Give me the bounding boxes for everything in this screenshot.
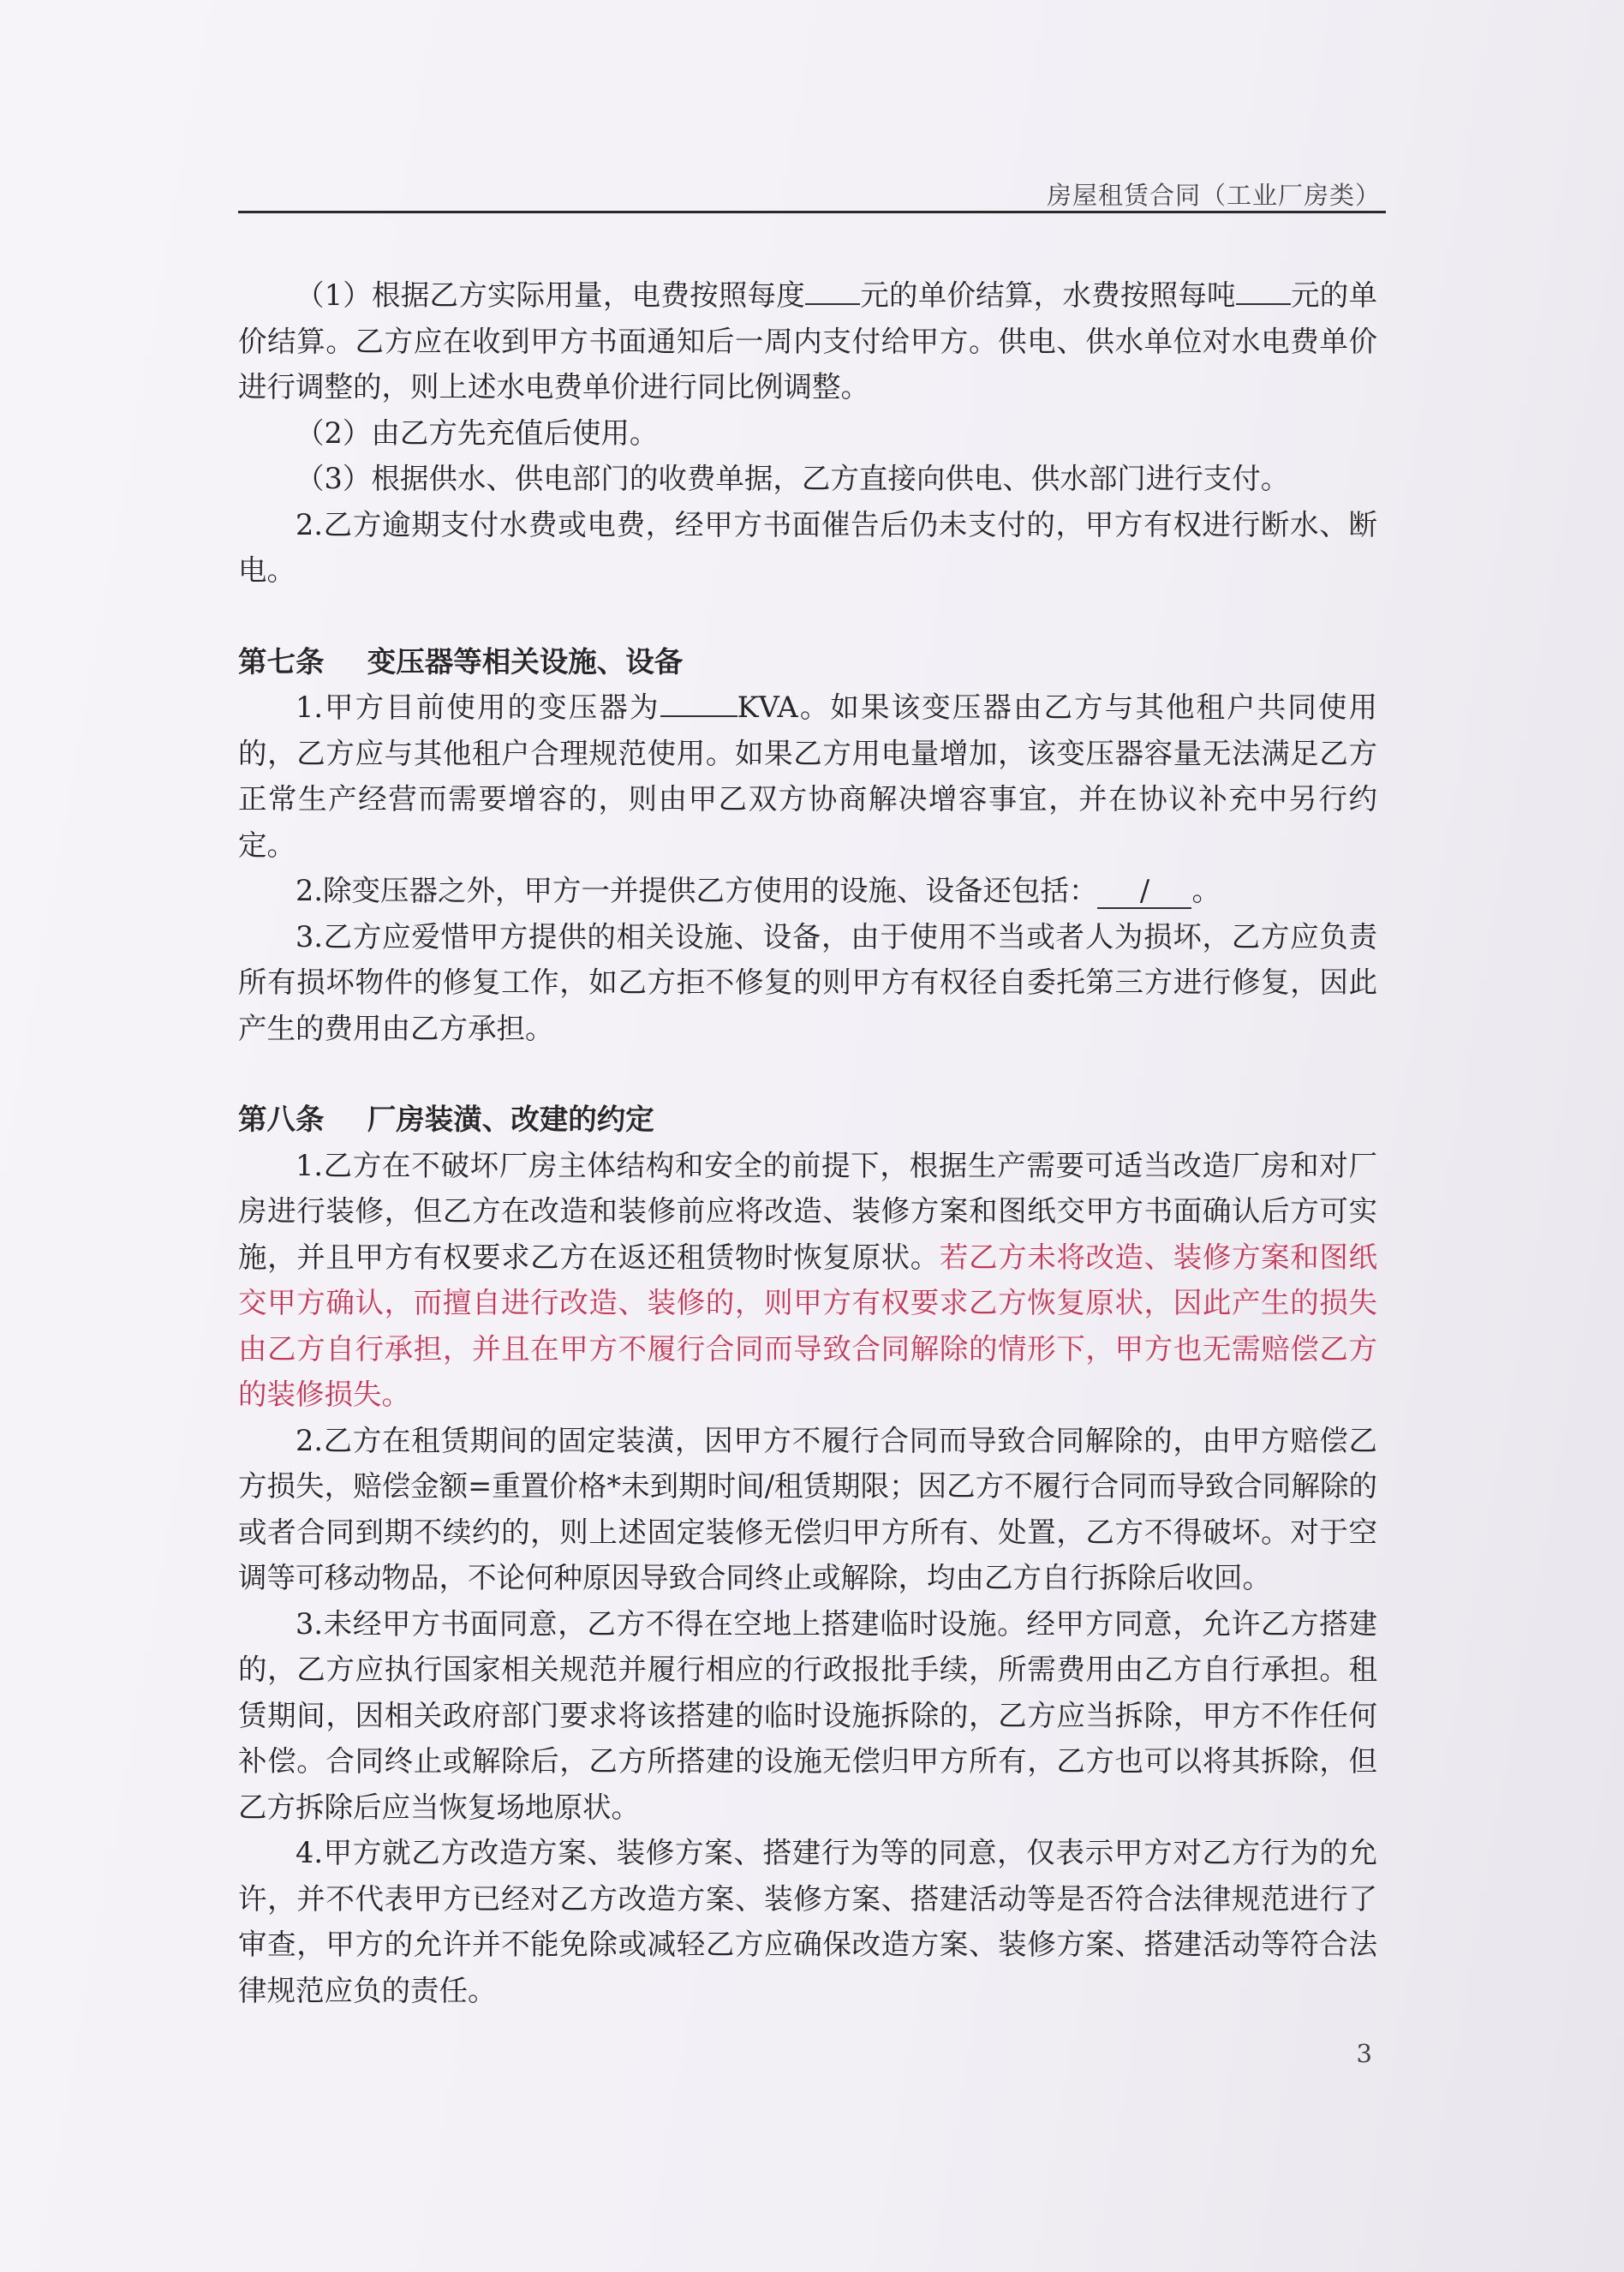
article-8-clause-1-text: 1.乙方在不破坏厂房主体结构和安全的前提下，根据生产需要可适当改造厂房和对厂房进行装修，但乙方在改造和装修前应将改造、装修方案和图纸交甲方书面确认后方可实施，并且甲方有权要求乙方在返还租赁物时恢复原状。 [238,1148,1377,1274]
facilities-fill-value: / [1097,876,1191,909]
utility-item-3: （3）根据供水、供电部门的收费单据，乙方直接向供电、供水部门进行支付。 [296,462,1290,495]
electricity-price-blank [805,303,860,305]
running-header: 房屋租赁合同（工业厂房类） [1046,181,1381,210]
article-8-title: 厂房装潢、改建的约定 [367,1103,654,1136]
utility-clause-2: 2.乙方逾期支付水费或电费，经甲方书面催告后仍未支付的，甲方有权进行断水、断电。 [238,507,1377,587]
water-price-blank [1236,303,1291,305]
article-7-clause-2-end: 。 [1191,874,1221,907]
document-body [238,272,1377,2013]
header-rule [238,211,1386,213]
utility-item-1-text-a: （1）根据乙方实际用量，电费按照每度 [296,278,806,312]
article-8-clause-1 [238,1143,1377,1418]
article-8-heading [238,1097,1377,1143]
article-7-clause-2-text: 2.除变压器之外，甲方一并提供乙方使用的设施、设备还包括： [296,874,1098,907]
article-8-clause-4: 4.甲方就乙方改造方案、装修方案、搭建行为等的同意，仅表示甲方对乙方行为的允许，并不代表甲方已经对乙方改造方案、装修方案、搭建活动等是否符合法律规范进行了审查，甲方的允许并不能免除或减轻乙方应确保改造方案、装修方案、搭建活动等符合法律规范应负的责任。 [238,1836,1377,2007]
page-number: 3 [1356,2039,1372,2068]
article-8-number: 第八条 [238,1103,325,1136]
article-8-clause-2: 2.乙方在租赁期间的固定装潢，因甲方不履行合同而导致合同解除的，由甲方赔偿乙方损失，赔偿金额=重置价格*未到期时间/租赁期限；因乙方不履行合同而导致合同解除的或者合同到期不续约的，则上述固定装修无偿归甲方所有、处置，乙方不得破坏。对于空调等可移动物品，不论何种原因导致合同终止或解除，均由乙方自行拆除后收回。 [238,1423,1377,1594]
utility-item-1-text-c: 元的单价结算。乙方应在收到甲方书面通知后一周内支付给甲方。供电、供水单位对水电费单价进行调整的，则上述水电费单价进行同比例调整。 [238,278,1377,404]
article-7-clause-1-text-b: KVA。如果该变压器由乙方与其他租户共同使用的，乙方应与其他租户合理规范使用。如果乙方用电量增加，该变压器容量无法满足乙方正常生产经营而需要增容的，则由甲乙双方协商解决增容事宜，并在协议补充中另行约定。 [238,691,1378,862]
article-7-clause-2 [238,868,1377,914]
article-7-clause-1-text-a: 1.甲方目前使用的变压器为 [296,691,660,724]
article-7-heading [238,639,1377,685]
article-8-clause-1-highlighted-text: 若乙方未将改造、装修方案和图纸交甲方确认，而擅自进行改造、装修的，则甲方有权要求乙方恢复原状，因此产生的损失由乙方自行承担，并且在甲方不履行合同而导致合同解除的情形下，甲方也无需赔偿乙方的装修损失。 [238,1240,1378,1411]
article-7-number: 第七条 [238,644,325,679]
article-7-title: 变压器等相关设施、设备 [367,644,684,679]
article-8-clause-3: 3.未经甲方书面同意，乙方不得在空地上搭建临时设施。经甲方同意，允许乙方搭建的，乙方应执行国家相关规范并履行相应的行政报批手续，所需费用由乙方自行承担。租赁期间，因相关政府部门要求将该搭建的临时设施拆除的，乙方应当拆除，甲方不作任何补偿。合同终止或解除后，乙方所搭建的设施无偿归甲方所有，乙方也可以将其拆除，但乙方拆除后应当恢复场地原状。 [238,1606,1377,1824]
article-7-clause-1 [238,685,1377,868]
article-7-clause-3: 3.乙方应爱惜甲方提供的相关设施、设备，由于使用不当或者人为损坏，乙方应负责所有损坏物件的修复工作，如乙方拒不修复的则甲方有权径自委托第三方进行修复，因此产生的费用由乙方承担。 [238,919,1377,1045]
transformer-capacity-blank [660,715,737,717]
utility-item-2: （2）由乙方先充值后使用。 [296,416,659,450]
utility-item-1-text-b: 元的单价结算，水费按照每吨 [860,278,1236,312]
utility-item-1 [238,272,1377,410]
